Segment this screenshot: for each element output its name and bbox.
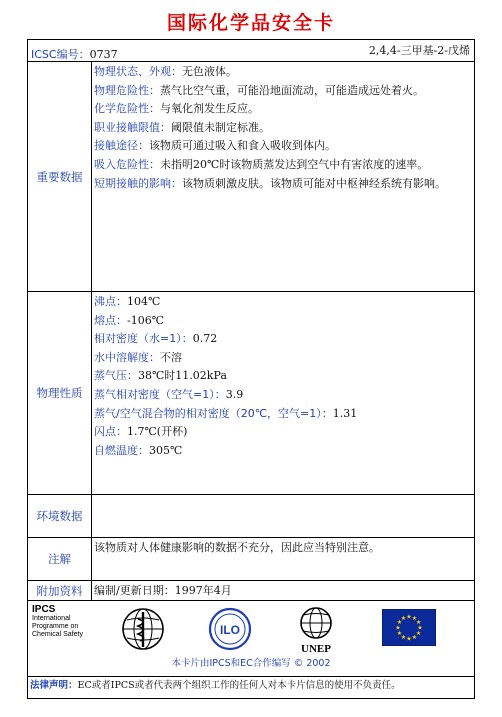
header-row: [28, 40, 474, 62]
important-item: 吸入危险性：未指明20℃时该物质蒸发达到空气中有害浓度的速率。: [94, 157, 429, 171]
card-title: 国际化学品安全卡: [166, 12, 335, 34]
property-item: 蒸气/空气混合物的相对密度（20℃，空气=1）：1.31: [94, 406, 358, 420]
physical-properties-label: 物理性质: [28, 292, 92, 494]
who-logo-icon: [121, 607, 165, 651]
safety-card: [27, 39, 475, 699]
environment-data-label: 环境数据: [28, 495, 92, 537]
property-item: 闪点：1.7℃(开杯): [94, 425, 188, 439]
property-item: 沸点：104℃: [94, 295, 161, 308]
card-credit: 本卡片由IPCS和EC合作编写 © 2002: [171, 658, 331, 669]
environment-data-section: [28, 495, 474, 538]
eu-star-icon: ★: [395, 624, 401, 632]
ipcs-logo: [32, 606, 83, 639]
property-item: 蒸气压：38℃时11.02kPa: [94, 369, 227, 383]
eu-star-icon: ★: [396, 619, 403, 626]
property-item: 自燃温度：305℃: [94, 443, 183, 457]
eu-star-icon: ★: [396, 630, 403, 637]
ipcs-line: Chemical Safety: [32, 631, 83, 638]
eu-star-icon: ★: [400, 614, 407, 622]
important-item: 物理危险性：蒸气比空气重，可能沿地面流动，可能造成远处着火。: [94, 83, 424, 97]
physical-properties-section: [28, 292, 474, 495]
additional-info-content: 编制/更新日期：1997年4月: [94, 584, 232, 597]
important-item: 职业接触限值：阈限值未制定标准。: [94, 120, 270, 134]
eu-star-icon: ★: [417, 624, 423, 632]
ilo-logo-icon: [208, 607, 252, 651]
physical-properties-content: [92, 292, 474, 494]
important-item: 化学危险性：与氧化剂发生反应。: [94, 102, 259, 116]
property-item: 蒸气相对密度（空气=1）：3.9: [94, 387, 244, 401]
important-item: 物理状态、外观：无色液体。: [94, 65, 237, 78]
unep-logo-text: UNEP: [301, 643, 331, 655]
important-data-content: [92, 62, 474, 291]
icsc-label: ICSC编号：: [31, 48, 90, 61]
logos-area: [28, 601, 474, 676]
eu-star-icon: ★: [411, 614, 418, 622]
eu-star-icon: ★: [406, 635, 412, 643]
additional-info-section: [28, 581, 474, 601]
disclaimer-text: EC或者IPCS或者代表两个组织工作的任何人对本卡片信息的使用不负责任。: [77, 680, 401, 691]
notes-label: 注解: [28, 538, 92, 580]
eu-star-icon: ★: [415, 630, 422, 637]
icsc-number-field: [31, 43, 118, 62]
environment-data-content: [92, 495, 474, 537]
property-item: 相对密度（水=1）：0.72: [94, 332, 218, 346]
important-item: 接触途径：该物质可通过吸入和食入吸收到体内。: [94, 139, 336, 153]
ilo-logo-text: ILO: [220, 623, 240, 637]
important-data-section: [28, 62, 474, 292]
notes-section: [28, 538, 474, 581]
notes-content: 该物质对人体健康影响的数据不充分，因此应当特别注意。: [94, 541, 380, 554]
disclaimer-section: [28, 677, 474, 698]
logos-section: [28, 601, 474, 677]
eu-star-icon: ★: [411, 634, 418, 642]
eu-star-icon: ★: [415, 619, 422, 626]
ipcs-title: IPCS: [32, 604, 56, 615]
important-data-label: 重要数据: [28, 62, 92, 291]
property-item: 水中溶解度：不溶: [94, 350, 182, 364]
chemical-name: 2,4,4-三甲基-2-戊烯: [368, 44, 470, 57]
disclaimer: [28, 677, 474, 695]
eu-flag-icon: [382, 609, 436, 646]
property-item: 熔点：-106℃: [94, 313, 165, 327]
important-item: 短期接触的影响：该物质刺激皮肤。该物质可能对中枢神经系统有影响。: [94, 176, 446, 190]
ipcs-line: Programme on: [32, 623, 79, 630]
eu-star-icon: ★: [400, 634, 407, 642]
icsc-number: 0737: [89, 48, 118, 61]
disclaimer-label: 法律声明：: [30, 680, 78, 691]
eu-star-icon: ★: [406, 613, 412, 621]
additional-info-label: 附加资料: [28, 581, 92, 600]
unep-logo-icon: [292, 605, 340, 655]
ipcs-line: International: [32, 615, 71, 622]
